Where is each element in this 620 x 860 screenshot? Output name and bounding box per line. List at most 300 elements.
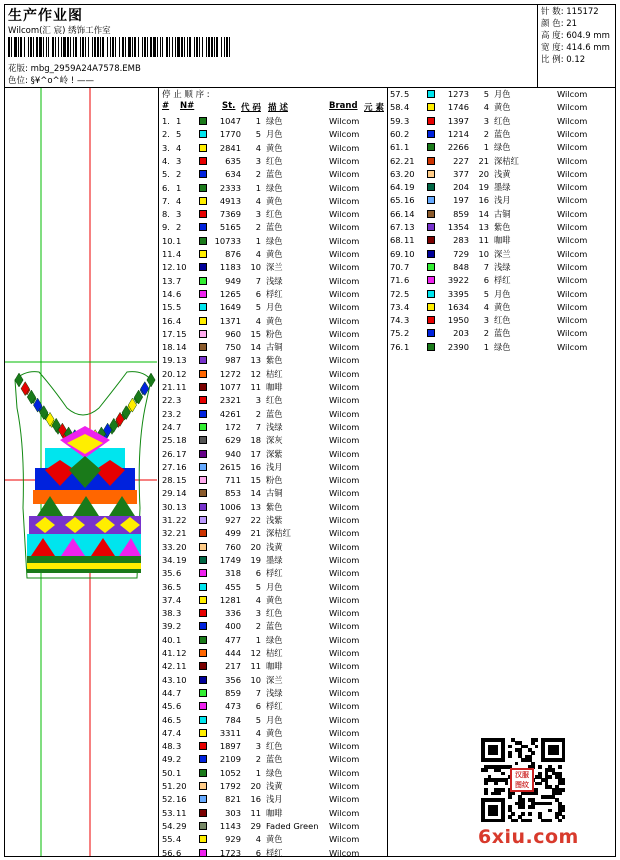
row-code: 1: [255, 235, 261, 246]
table-row: [162, 341, 387, 354]
qr-module: [494, 812, 498, 816]
row-code: 5: [255, 129, 261, 140]
color-swatch: [199, 529, 207, 537]
row-needle: 6: [176, 568, 182, 579]
row-index: 73.: [390, 301, 404, 312]
barcode-bar: [20, 37, 22, 57]
color-swatch: [427, 103, 435, 111]
row-description: 月色: [266, 129, 283, 140]
color-swatch: [199, 250, 207, 258]
row-description: 黄色: [266, 727, 283, 738]
row-description: 蓝色: [266, 169, 283, 180]
color-swatch: [199, 822, 207, 830]
barcode-bar: [206, 37, 207, 57]
row-code: 6: [483, 275, 489, 286]
row-stitches: 711: [225, 475, 241, 486]
row-description: 红色: [266, 395, 283, 406]
row-description: 月色: [266, 302, 283, 313]
row-brand: Wilcom: [329, 142, 360, 153]
row-brand: Wilcom: [329, 275, 360, 286]
row-description: 桴红: [266, 847, 283, 858]
row-brand: Wilcom: [329, 834, 360, 845]
row-description: 深兰: [266, 262, 283, 273]
row-code: 6: [255, 847, 261, 858]
row-brand: Wilcom: [329, 714, 360, 725]
row-index: 52.: [162, 794, 176, 805]
col-element-header: 元 素: [364, 103, 384, 113]
row-needle: 6: [176, 701, 182, 712]
row-needle: 1: [176, 182, 182, 193]
barcode-bar: [181, 37, 183, 57]
row-description: 黄色: [266, 142, 283, 153]
table-row: [162, 301, 387, 314]
table-row: [162, 328, 387, 341]
row-needle: 1: [404, 341, 410, 352]
table-row: [162, 394, 387, 407]
qr-module: [521, 805, 525, 809]
row-index: 18.: [162, 342, 176, 353]
row-code: 7: [255, 687, 261, 698]
row-brand: Wilcom: [329, 501, 360, 512]
row-needle: 2: [176, 222, 182, 233]
barcode-bar: [202, 37, 203, 57]
row-code: 20: [478, 168, 489, 179]
barcode-bar: [160, 37, 161, 57]
row-code: 3: [255, 395, 261, 406]
barcode-bar: [166, 37, 168, 57]
row-needle: 4: [176, 195, 182, 206]
row-description: 浅绿: [494, 261, 511, 272]
row-stitches: 10733: [214, 235, 241, 246]
row-description: 桴红: [266, 568, 283, 579]
barcode-bar: [82, 37, 84, 57]
row-description: 红色: [494, 115, 511, 126]
row-needle: 18: [176, 435, 187, 446]
row-stitches: 1897: [219, 741, 241, 752]
row-stitches: 1746: [447, 102, 469, 113]
color-swatch: [427, 196, 435, 204]
qr-module: [548, 802, 552, 806]
barcode-bar: [119, 37, 120, 57]
barcode-bar: [94, 37, 96, 57]
row-index: 12.: [162, 262, 176, 273]
row-description: 紫色: [266, 355, 283, 366]
row-needle: 3: [176, 395, 182, 406]
color-swatch: [199, 476, 207, 484]
row-brand: Wilcom: [557, 248, 588, 259]
row-index: 68.: [390, 235, 404, 246]
barcode-bar: [175, 37, 176, 57]
row-brand: Wilcom: [329, 262, 360, 273]
barcode-bar: [70, 37, 71, 57]
barcode-bar: [211, 37, 213, 57]
barcode-bar: [18, 37, 19, 57]
color-swatch: [199, 410, 207, 418]
color-swatch: [199, 263, 207, 271]
barcode-bar: [92, 37, 93, 57]
row-brand: Wilcom: [557, 195, 588, 206]
row-code: 3: [255, 209, 261, 220]
row-needle: 3: [176, 741, 182, 752]
row-brand: Wilcom: [329, 355, 360, 366]
table-row: [162, 368, 387, 381]
row-brand: Wilcom: [329, 288, 360, 299]
barcode-bar: [122, 37, 124, 57]
table-row: [390, 101, 615, 114]
barcode-bar: [52, 37, 54, 57]
table-row: [162, 793, 387, 806]
color-swatch: [199, 596, 207, 604]
row-index: 63.: [390, 168, 404, 179]
col-code-header: 代 码: [241, 103, 261, 113]
watermark-site: 6xiu.com: [478, 826, 579, 848]
row-brand: Wilcom: [329, 129, 360, 140]
row-stitches: 197: [453, 195, 469, 206]
row-description: 红色: [266, 209, 283, 220]
table-row: [162, 434, 387, 447]
row-brand: Wilcom: [329, 554, 360, 565]
row-description: 蓝色: [266, 222, 283, 233]
row-description: 深紫: [266, 448, 283, 459]
row-index: 54.: [162, 820, 176, 831]
row-index: 56.: [162, 847, 176, 858]
row-brand: Wilcom: [557, 328, 588, 339]
color-swatch: [199, 809, 207, 817]
row-stitches: 2333: [219, 182, 241, 193]
table-row: [390, 208, 615, 221]
row-stitches: 203: [453, 328, 469, 339]
color-swatch: [199, 662, 207, 670]
row-code: 1: [255, 182, 261, 193]
table-row: [390, 221, 615, 234]
row-stitches: 729: [453, 248, 469, 259]
row-brand: Wilcom: [329, 767, 360, 778]
table-row: [162, 248, 387, 261]
qr-module: [484, 792, 488, 796]
row-stitches: 303: [225, 807, 241, 818]
color-swatch: [427, 157, 435, 165]
row-code: 2: [255, 754, 261, 765]
row-index: 11.: [162, 249, 176, 259]
row-code: 12: [250, 368, 261, 379]
row-brand: Wilcom: [329, 249, 360, 259]
row-brand: Wilcom: [329, 820, 360, 831]
qr-module: [505, 782, 509, 786]
row-needle: 12: [176, 368, 187, 379]
row-stitches: 1143: [219, 820, 241, 831]
table-row: [390, 314, 615, 327]
row-brand: Wilcom: [329, 741, 360, 752]
barcode-bar: [194, 37, 195, 57]
barcode-bar: [110, 37, 111, 57]
table-row: [390, 115, 615, 128]
barcode-bar: [221, 37, 222, 57]
row-index: 69.: [390, 248, 404, 259]
table-row: [162, 168, 387, 181]
table-row: [162, 315, 387, 328]
row-description: 黄色: [494, 301, 511, 312]
row-needle: 2: [176, 169, 182, 180]
row-stitches: 760: [225, 541, 241, 552]
stats-box: [541, 6, 610, 66]
color-swatch: [199, 170, 207, 178]
color-swatch: [427, 170, 435, 178]
table-row: [162, 833, 387, 846]
row-description: 粉色: [266, 328, 283, 339]
row-stitches: 1770: [219, 129, 241, 140]
row-index: 26.: [162, 448, 176, 459]
row-description: 红色: [494, 315, 511, 326]
color-swatch: [427, 117, 435, 125]
row-index: 2.: [162, 129, 170, 140]
row-needle: 13: [176, 501, 187, 512]
row-index: 29.: [162, 488, 176, 499]
col-n-header: N#: [180, 101, 195, 111]
barcode-bar: [229, 37, 230, 57]
row-code: 4: [255, 195, 261, 206]
row-stitches: 217: [225, 661, 241, 672]
table-header: [162, 101, 387, 113]
row-index: 3.: [162, 142, 170, 153]
row-brand: Wilcom: [557, 155, 588, 166]
row-needle: 20: [404, 168, 415, 179]
row-needle: 15: [176, 475, 187, 486]
row-description: 粉色: [266, 475, 283, 486]
color-swatch: [199, 356, 207, 364]
barcode-bar: [208, 37, 210, 57]
row-stitches: 7369: [219, 209, 241, 220]
row-stitches: 477: [225, 634, 241, 645]
row-brand: Wilcom: [557, 261, 588, 272]
barcode-bar: [147, 37, 148, 57]
row-brand: Wilcom: [329, 342, 360, 353]
row-code: 7: [483, 261, 489, 272]
barcode-bar: [144, 37, 146, 57]
table-row: [162, 128, 387, 141]
row-stitches: 336: [225, 608, 241, 619]
row-needle: 2: [176, 754, 182, 765]
row-needle: 10: [176, 674, 187, 685]
row-brand: Wilcom: [329, 435, 360, 446]
row-code: 19: [250, 554, 261, 565]
color-swatch: [199, 556, 207, 564]
table-row: [162, 660, 387, 673]
barcode-bar: [128, 37, 131, 57]
row-stitches: 2615: [219, 461, 241, 472]
table-row: [390, 261, 615, 274]
color-swatch: [199, 223, 207, 231]
row-needle: 5: [404, 89, 410, 99]
row-description: 深桔红: [266, 528, 291, 539]
table-row: [390, 341, 615, 354]
qr-module: [558, 765, 562, 769]
stats-divider: [537, 4, 538, 87]
row-code: 2: [483, 128, 489, 139]
row-stitches: 1272: [219, 368, 241, 379]
row-brand: Wilcom: [329, 461, 360, 472]
table-row: [162, 740, 387, 753]
barcode-bar: [214, 37, 215, 57]
table-row: [390, 141, 615, 154]
row-stitches: 987: [225, 355, 241, 366]
color-swatch: [199, 742, 207, 750]
color-swatch: [199, 782, 207, 790]
row-brand: Wilcom: [329, 634, 360, 645]
table-row: [162, 820, 387, 833]
table-row: [390, 274, 615, 287]
barcode-bar: [132, 37, 133, 57]
color-swatch: [199, 795, 207, 803]
row-index: 64.: [390, 182, 404, 193]
row-brand: Wilcom: [557, 275, 588, 286]
col-brand-header: Brand: [329, 101, 358, 111]
barcode-bar: [107, 37, 108, 57]
row-code: 6: [255, 568, 261, 579]
row-stitches: 377: [453, 168, 469, 179]
row-needle: 6: [176, 288, 182, 299]
barcode-bar: [14, 37, 17, 57]
row-needle: 11: [176, 382, 187, 392]
barcode-bar: [67, 37, 69, 57]
qr-module: [535, 792, 539, 796]
design-height: 高 度: 604.9 mm: [541, 31, 610, 41]
row-stitches: 1371: [219, 315, 241, 326]
row-brand: Wilcom: [329, 847, 360, 858]
table-row: [162, 634, 387, 647]
color-swatch: [427, 276, 435, 284]
row-index: 22.: [162, 395, 176, 406]
stitch-count: 针 数: 115172: [541, 7, 599, 17]
row-code: 7: [255, 275, 261, 286]
col-desc-header: 描 述: [268, 103, 288, 113]
row-description: 浅黄: [266, 541, 283, 552]
color-swatch: [427, 263, 435, 271]
row-needle: 6: [176, 847, 182, 858]
barcode-bar: [224, 37, 225, 57]
row-description: 深兰: [494, 248, 511, 259]
qr-module: [535, 738, 539, 742]
barcode-bar: [100, 37, 101, 57]
table-row: [162, 753, 387, 766]
row-stitches: 1649: [219, 302, 241, 313]
row-brand: Wilcom: [329, 222, 360, 233]
row-description: 蓝色: [494, 328, 511, 339]
barcode: [8, 37, 230, 57]
row-stitches: 859: [453, 208, 469, 219]
row-needle: 13: [404, 222, 415, 232]
row-stitches: 848: [453, 261, 469, 272]
row-index: 39.: [162, 621, 176, 632]
row-code: 5: [255, 714, 261, 725]
row-brand: Wilcom: [329, 448, 360, 459]
row-index: 32.: [162, 528, 176, 539]
row-code: 2: [255, 408, 261, 419]
row-needle: 4: [176, 727, 182, 738]
row-code: 7: [255, 421, 261, 432]
table-row: [162, 567, 387, 580]
row-index: 53.: [162, 807, 176, 818]
row-code: 1: [255, 767, 261, 778]
row-description: 墨绿: [494, 182, 511, 193]
qr-module: [555, 751, 559, 755]
row-index: 71.: [390, 275, 404, 286]
color-swatch: [199, 716, 207, 724]
color-swatch: [199, 622, 207, 630]
row-brand: Wilcom: [329, 488, 360, 499]
color-swatch: [199, 144, 207, 152]
row-code: 17: [250, 448, 261, 459]
row-description: 绿色: [266, 116, 283, 126]
row-stitches: 960: [225, 328, 241, 339]
color-swatch: [199, 210, 207, 218]
barcode-bar: [162, 37, 163, 57]
page-title: 生产作业图: [8, 8, 83, 24]
barcode-bar: [134, 37, 136, 57]
row-brand: Wilcom: [329, 195, 360, 206]
row-description: 浅绿: [266, 275, 283, 286]
row-code: 11: [250, 807, 261, 818]
row-stitches: 1749: [219, 554, 241, 565]
barcode-bar: [28, 37, 29, 57]
row-description: 红色: [266, 155, 283, 166]
row-needle: 4: [176, 315, 182, 326]
row-description: 红色: [266, 608, 283, 619]
barcode-bar: [43, 37, 44, 57]
row-description: 桴红: [266, 288, 283, 299]
studio-name: Wilcom(汇 宸) 绣饰工作室: [8, 26, 111, 36]
barcode-bar: [36, 37, 38, 57]
row-needle: 7: [176, 687, 182, 698]
row-index: 24.: [162, 421, 176, 432]
row-code: 1: [255, 116, 261, 126]
color-swatch: [199, 130, 207, 138]
row-index: 27.: [162, 461, 176, 472]
row-description: 紫色: [494, 222, 511, 232]
row-index: 62.: [390, 155, 404, 166]
qr-module: [508, 795, 512, 799]
row-index: 55.: [162, 834, 176, 845]
row-brand: Wilcom: [557, 222, 588, 232]
row-description: 黄色: [266, 315, 283, 326]
row-code: 14: [250, 488, 261, 499]
row-stitches: 1950: [447, 315, 469, 326]
barcode-bar: [73, 37, 74, 57]
qr-module: [515, 762, 519, 766]
row-code: 16: [478, 195, 489, 206]
row-brand: Wilcom: [329, 594, 360, 605]
table-row: [390, 301, 615, 314]
row-index: 66.: [390, 208, 404, 219]
row-needle: 14: [404, 208, 415, 219]
barcode-bar: [11, 37, 12, 57]
row-stitches: 400: [225, 621, 241, 632]
row-brand: Wilcom: [329, 807, 360, 818]
row-code: 4: [255, 594, 261, 605]
row-needle: 11: [404, 235, 415, 246]
row-code: 12: [250, 648, 261, 658]
row-stitches: 1183: [219, 262, 241, 273]
color-swatch: [199, 330, 207, 338]
row-brand: Wilcom: [329, 421, 360, 432]
row-brand: Wilcom: [329, 621, 360, 632]
table-row: [390, 288, 615, 301]
row-index: 70.: [390, 261, 404, 272]
row-brand: Wilcom: [557, 128, 588, 139]
row-brand: Wilcom: [329, 182, 360, 193]
row-needle: 4: [404, 301, 410, 312]
qr-module: [558, 792, 562, 796]
row-stitches: 949: [225, 275, 241, 286]
